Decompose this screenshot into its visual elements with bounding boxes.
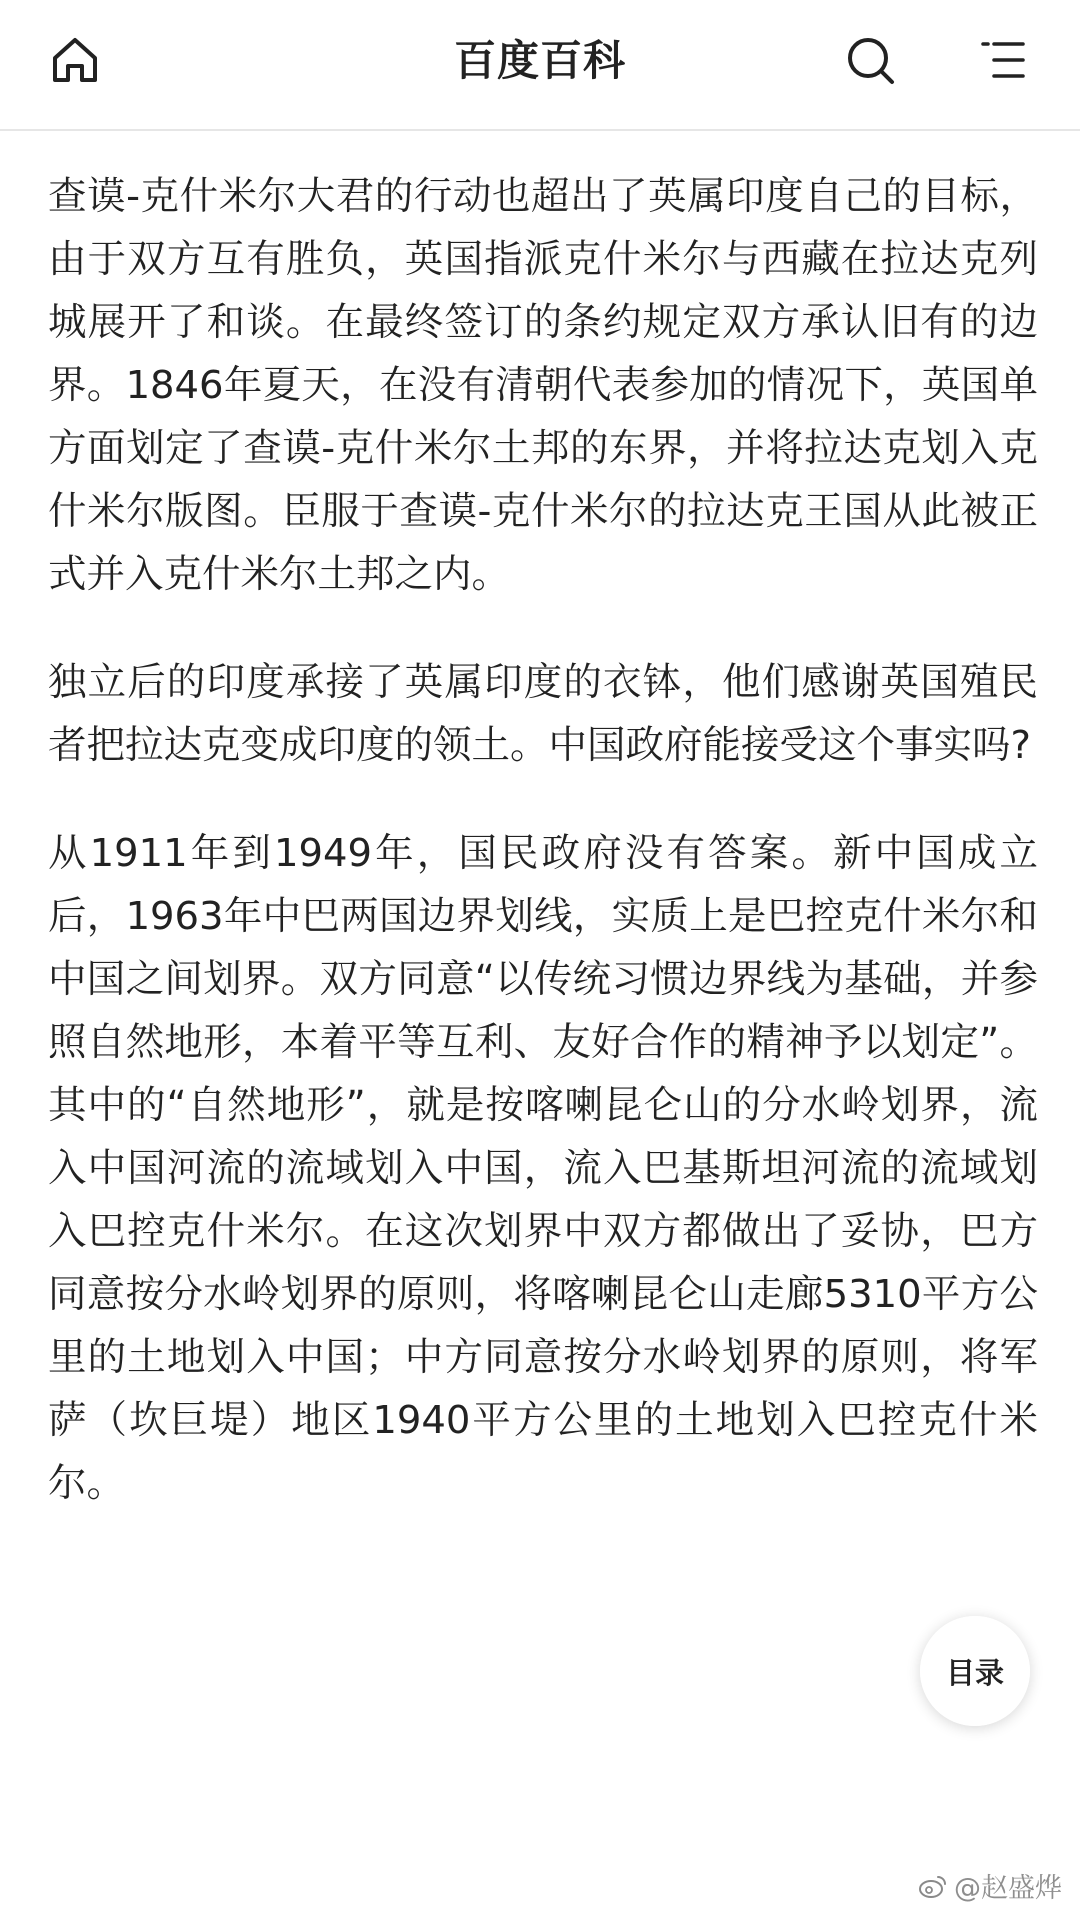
article-paragraph: 从1911年到1949年，国民政府没有答案。新中国成立后，1963年中巴两国边界划线，实质上是巴控克什米尔和中国之间划界。双方同意“以传统习惯边界线为基础，并参照自然地形，本着平等互利、友好合作的精神予以划定”。其中的“自然地形”，就是按喀喇昆仑山的分水岭划界，流入中国河流的流域划入中国，流入巴基斯坦河流的流域划入巴控克什米尔。在这次划界中双方都做出了妥协，巴方同意按分水岭划界的原则，将喀喇昆仑山走廊5310平方公里的土地划入中国；中方同意按分水岭划界的原则，将军萨（坎巨堤）地区1940平方公里的土地划入巴控克什米尔。 (48, 831, 1038, 1506)
watermark (918, 1866, 1062, 1905)
menu-icon (979, 36, 1027, 84)
weibo-icon (918, 1873, 948, 1899)
toc-button[interactable]: 目录 (920, 1616, 1030, 1726)
article-content (48, 165, 1038, 1560)
top-bar (0, 0, 1080, 131)
article-paragraph: 查谟-克什米尔大君的行动也超出了英属印度自己的目标，由于双方互有胜负，英国指派克什米尔与西藏在拉达克列城展开了和谈。在最终签订的条约规定双方承认旧有的边界。1846年夏天，在没有清朝代表参加的情况下，英国单方面划定了查谟-克什米尔土邦的东界，并将拉达克划入克什米尔版图。臣服于查谟-克什米尔的拉达克王国从此被正式并入克什米尔土邦之内。 (48, 174, 1038, 597)
watermark-text: @赵盛烨 (954, 1873, 1062, 1904)
search-icon (844, 34, 896, 86)
search-button[interactable] (840, 30, 900, 90)
page-title: 百度百科 (453, 36, 626, 85)
menu-button[interactable] (973, 30, 1033, 90)
article-paragraph: 独立后的印度承接了英属印度的衣钵，他们感谢英国殖民者把拉达克变成印度的领土。中国政府能接受这个事实吗? (48, 660, 1038, 768)
